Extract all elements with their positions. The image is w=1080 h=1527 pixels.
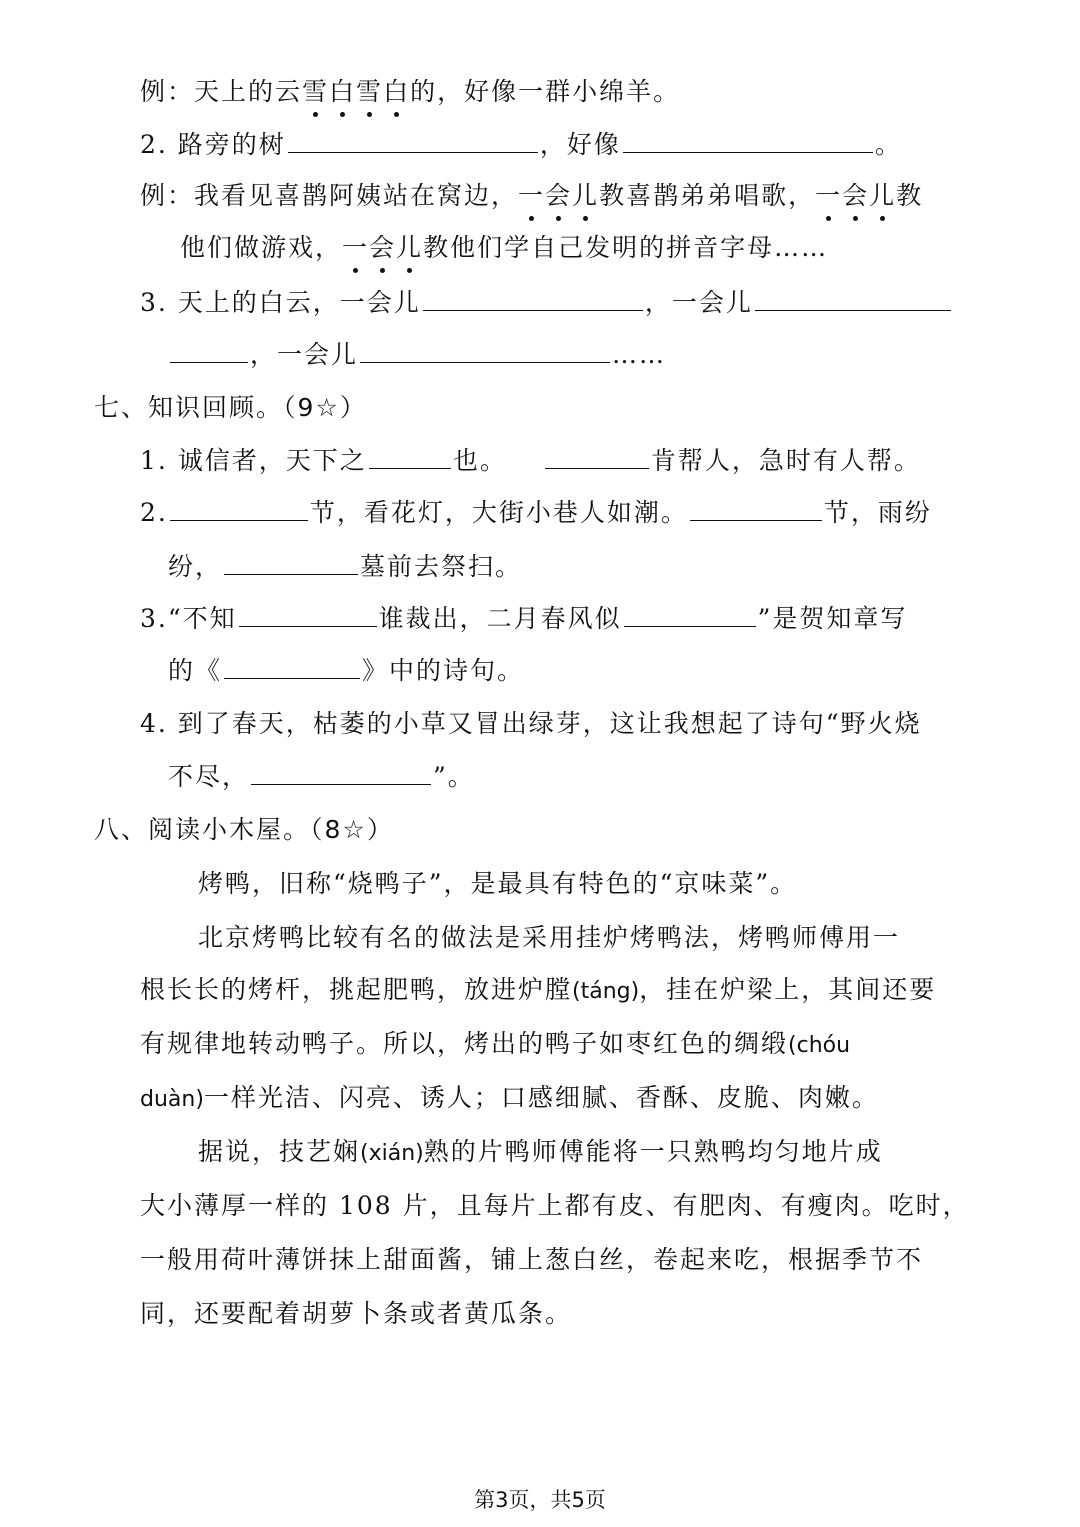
emphasis-char: 会 bbox=[545, 178, 572, 214]
emphasis-char: 雪 bbox=[302, 74, 329, 110]
pinyin-annotation: (chóu bbox=[788, 1033, 851, 1058]
answer-blank[interactable] bbox=[545, 442, 649, 469]
answer-blank[interactable] bbox=[170, 336, 248, 363]
answer-blank[interactable] bbox=[755, 284, 951, 311]
answer-blank[interactable] bbox=[239, 600, 377, 627]
answer-blank[interactable] bbox=[690, 494, 822, 521]
question-text: 肯帮人，急时有人帮。 bbox=[650, 446, 921, 475]
reading-p2-line-4 bbox=[140, 1080, 879, 1118]
section-7-title: 七、知识回顾。（9☆） bbox=[94, 393, 367, 422]
question-text: 。 bbox=[874, 130, 902, 159]
question-text: ，一会儿 bbox=[644, 288, 753, 317]
example-text: 教他们学自己发明的拼音字母…… bbox=[423, 233, 829, 262]
answer-blank[interactable] bbox=[224, 652, 360, 679]
question-text: 》中的诗句。 bbox=[362, 656, 525, 685]
question-text: 2. 路旁的树 bbox=[140, 130, 286, 159]
reading-p2-line-3 bbox=[140, 1026, 850, 1064]
emphasis-char: 一 bbox=[342, 230, 369, 266]
example-text: 例：我看见喜鹊阿姨站在窝边， bbox=[140, 181, 519, 210]
question-7-1 bbox=[140, 442, 921, 479]
emphasis-char: 白 bbox=[329, 74, 356, 110]
question-text: 1. 诚信者，天下之 bbox=[140, 446, 367, 475]
answer-blank[interactable] bbox=[623, 126, 873, 153]
question-text: 3.“不知 bbox=[140, 604, 237, 633]
question-text: 3. 天上的白云，一会儿 bbox=[140, 288, 421, 317]
reading-p3-line-1 bbox=[198, 1134, 883, 1172]
emphasis-char: 一 bbox=[518, 178, 545, 214]
answer-blank[interactable] bbox=[251, 758, 431, 785]
question-7-2-line-2 bbox=[168, 548, 522, 585]
reading-p2-line-2 bbox=[140, 972, 936, 1010]
reading-p3-line-3: 一般用荷叶薄饼抹上甜面酱，铺上葱白丝，卷起来吃，根据季节不 bbox=[140, 1245, 924, 1274]
question-text: …… bbox=[612, 340, 667, 369]
question-text: 节，看花灯，大街小巷人如潮。 bbox=[309, 498, 688, 527]
question-6-3-line-1 bbox=[140, 284, 953, 321]
example-text: 教喜鹊弟弟唱歌， bbox=[599, 181, 816, 210]
question-text: ，好像 bbox=[539, 130, 621, 159]
page-footer: 第3页，共5页 bbox=[474, 1488, 606, 1512]
reading-p2-line-1: 北京烤鸭比较有名的做法是采用挂炉烤鸭法，烤鸭师傅用一 bbox=[198, 923, 901, 952]
pinyin-annotation: duàn) bbox=[140, 1087, 204, 1112]
reading-text: 根长长的烤杆，挑起肥鸭，放进炉膛 bbox=[140, 975, 573, 1004]
question-7-2-line-1 bbox=[140, 494, 932, 531]
pinyin-annotation: (táng) bbox=[572, 979, 640, 1004]
reading-text: 据说，技艺娴 bbox=[198, 1137, 361, 1166]
section-8-title: 八、阅读小木屋。（8☆） bbox=[94, 815, 394, 844]
answer-blank[interactable] bbox=[369, 442, 451, 469]
example-text: 教 bbox=[896, 181, 924, 210]
pinyin-annotation: (xián) bbox=[360, 1141, 424, 1166]
example-text: 例：天上的云 bbox=[140, 77, 303, 106]
question-text: ”是贺知章写 bbox=[757, 604, 908, 633]
emphasis-char: 儿 bbox=[572, 178, 599, 214]
answer-blank[interactable] bbox=[423, 284, 643, 311]
question-text: 墓前去祭扫。 bbox=[360, 552, 523, 581]
answer-blank[interactable] bbox=[170, 494, 308, 521]
example-sentence-1 bbox=[140, 74, 680, 110]
answer-blank[interactable] bbox=[360, 336, 610, 363]
example-text: 他们做游戏， bbox=[180, 233, 343, 262]
reading-text: 有规律地转动鸭子。所以，烤出的鸭子如枣红色的绸缎 bbox=[140, 1029, 789, 1058]
answer-blank[interactable] bbox=[288, 126, 538, 153]
question-6-3-line-2 bbox=[168, 336, 666, 373]
example-sentence-2-line-2 bbox=[180, 230, 828, 266]
reading-text: 一样光洁、闪亮、诱人；口感细腻、香酥、皮脆、肉嫩。 bbox=[203, 1083, 879, 1112]
question-text: 也。 bbox=[452, 446, 507, 475]
question-text: ，一会儿 bbox=[250, 340, 359, 369]
question-text: 的《 bbox=[168, 656, 223, 685]
question-text: 纷， bbox=[168, 552, 223, 581]
question-7-3-line-2 bbox=[168, 652, 524, 689]
answer-blank[interactable] bbox=[224, 548, 358, 575]
emphasis-char: 会 bbox=[369, 230, 396, 266]
emphasis-char: 白 bbox=[383, 74, 410, 110]
answer-blank[interactable] bbox=[624, 600, 756, 627]
question-7-3-line-1 bbox=[140, 600, 907, 637]
reading-p3-line-2: 大小薄厚一样的 108 片，且每片上都有皮、有肥肉、有瘦肉。吃时， bbox=[140, 1191, 970, 1220]
question-text: 谁裁出，二月春风似 bbox=[378, 604, 622, 633]
example-text: 的，好像一群小绵羊。 bbox=[410, 77, 681, 106]
reading-text: ，挂在炉梁上，其间还要 bbox=[639, 975, 937, 1004]
reading-text: 熟的片鸭师傅能将一只熟鸭均匀地片成 bbox=[423, 1137, 883, 1166]
emphasis-char: 会 bbox=[842, 178, 869, 214]
question-text: 节，雨纷 bbox=[823, 498, 932, 527]
question-text: ”。 bbox=[433, 762, 475, 791]
emphasis-char: 儿 bbox=[396, 230, 423, 266]
question-7-4-line-1: 4. 到了春天，枯萎的小草又冒出绿芽，这让我想起了诗句“野火烧 bbox=[140, 709, 922, 738]
reading-paragraph-1: 烤鸭，旧称“烧鸭子”，是最具有特色的“京味菜”。 bbox=[198, 869, 798, 898]
example-sentence-2-line-1 bbox=[140, 178, 923, 214]
emphasis-char: 儿 bbox=[869, 178, 896, 214]
question-text: 不尽， bbox=[168, 762, 250, 791]
question-text: 2. bbox=[140, 498, 168, 527]
emphasis-char: 雪 bbox=[356, 74, 383, 110]
question-6-2 bbox=[140, 126, 902, 163]
reading-p3-line-4: 同，还要配着胡萝卜条或者黄瓜条。 bbox=[140, 1299, 573, 1328]
emphasis-char: 一 bbox=[815, 178, 842, 214]
question-7-4-line-2 bbox=[168, 758, 475, 795]
